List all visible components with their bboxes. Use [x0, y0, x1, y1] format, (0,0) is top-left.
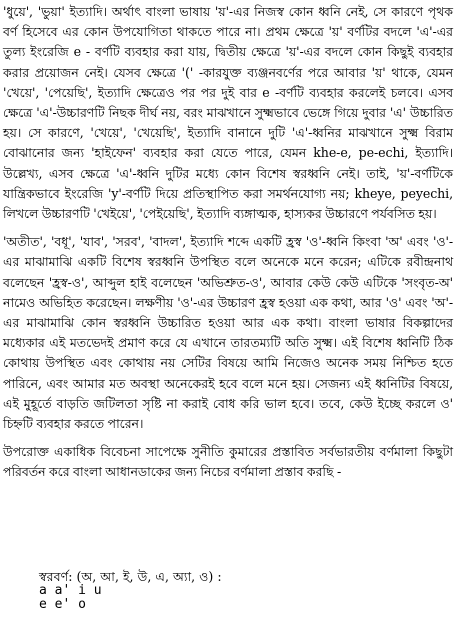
- paragraph-ya-phoneme: 'ধুয়ে', 'ভুয়া' ইত্যাদি। অর্থাৎ বাংলা ভাষায় 'য়'-এর নিজস্ব কোন ধ্বনি নেই, সে কারণে পৃথক বর্ণ হিসেবে এর কোন উপযোগিতা থাকতে পারে না। প্রথম ক্ষেত্রে 'য়' বর্ণটির বদলে 'এ'-এর তুল্য ইংরেজি e - বর্ণটি ব্যবহার করা যায়, দ্বিতীয় ক্ষেত্রে 'য়'-এর বদলে কোন কিছুই ব্যবহার করার প্রয়োজন নেই। যেসব ক্ষেত্রে '(' -কারযুক্ত ব্যঞ্জনবর্ণের পরে আবার 'য়' থাকে, যেমন 'খেয়ে', 'পেয়েছি', ইত্যাদি ক্ষেত্রেও পর পর দুই বার e -বর্ণটি ব্যবহার করলেই চলবে। এসব ক্ষেত্রে 'এ'-উচ্চারণটি নিছক দীর্ঘ নয়, বরং মাঝখানে সুক্ষ্মভাবে ভেঙ্গে গিয়ে দুবার 'এ' উচ্চারিত হয়। সে কারণে, 'খেয়ে', 'খেয়েছি', ইত্যাদি বানানে দুটি 'এ'-ধ্বনির মাঝখানে সুক্ষ্ম বিরাম বোঝানোর জন্য 'হাইফেন' ব্যবহার করা যেতে পারে, যেমন khe-e, pe-echi, ইত্যাদি। উল্লেখ্য, এসব ক্ষেত্রে 'এ'-ধ্বনি দুটির মধ্যে কোন বিশেষ স্বরধ্বনি নেই। তাই, 'য়'-বর্ণটিকে যান্ত্রিকভাবে ইংরেজি 'y'-বর্ণটি দিয়ে প্রতিস্থাপিত করা সমর্থনযোগ্য নয়; kheye, peyechi, লিখলে উচ্চারণটি 'খেইয়ে', 'পেইয়েছি', ইত্যাদি ব্যঙ্গাত্মক, হাস্যকর উচ্চারণে পর্যবসিত হয়।: [3, 4, 453, 222]
- roman-vowels-line-2: e e' o: [39, 597, 86, 612]
- paragraph-alphabet-proposal: উপরোক্ত একাধিক বিবেচনা সাপেক্ষে সুনীতি কুমারের প্রস্তাবিত সর্বভারতীয় বর্ণমালা কিছুটা পরিবর্তন করে বাংলা আধানডাকের জন্য নিচের বর্ণমালা প্রস্তাব করছি -: [3, 444, 453, 480]
- vowels-line: স্বরবর্ণ: (অ, আ, ই, উ, এ, অ্যা, ও) :: [39, 569, 222, 584]
- roman-vowels-line-1: a a' i u: [39, 583, 102, 598]
- paragraph-short-o-sound: 'অতীত', 'বধূ', 'যাব', 'সরব', 'বাদল', ইত্যাদি শব্দে একটি হ্রস্ব 'ও'-ধ্বনি কিংবা 'অ' এবং 'ও'-এর মাঝামাঝি একটি বিশেষ স্বরধ্বনি উপস্থিত বলে অনেকে মনে করেন; এটিকে রবীন্দ্রনাথ বলেছেন 'হ্রস্ব-ও', আব্দুল হাই বলেছেন 'অভিশ্রুত-ও', আবার কেউ কেউ এটিকে 'সংবৃত-অ' নামেও অভিহিত করেছেন। লক্ষণীয় 'ও'-এর উচ্চারণ হ্রস্ব হওয়া এক কথা, আর 'ও' এবং 'অ'-এর মাঝামাঝি কোন স্বরধ্বনি উচ্চারিত হওয়া আর এক কথা। বাংলা ভাষার বিকল্পাদের মধ্যেকার এই মতভেদই প্রমাণ করে যে এখানে তারতম্যটি অতি সুক্ষ্ম। এই বিশেষ ধ্বনিটি ঠিক কোথায় উপস্থিত এবং কোথায় নয় সেটির বিষয়ে আমি নিজেও অনেক সময় নিশ্চিত হতে পারিনে, এবং আমার মত অবস্থা অনেকেরই হবে বলে মনে হয়। সেজন্য এই ধ্বনিটির বিষয়ে, এই মুহূর্তে বাড়তি জটিলতা সৃষ্টি না করাই বোধ করি ভাল হবে। তবে, কেউ ইচ্ছে করলে ও' চিহ্নটি ব্যবহার করতে পারেন।: [3, 234, 453, 432]
- document-page: [3, 2, 453, 483]
- vowel-scheme: [39, 570, 419, 612]
